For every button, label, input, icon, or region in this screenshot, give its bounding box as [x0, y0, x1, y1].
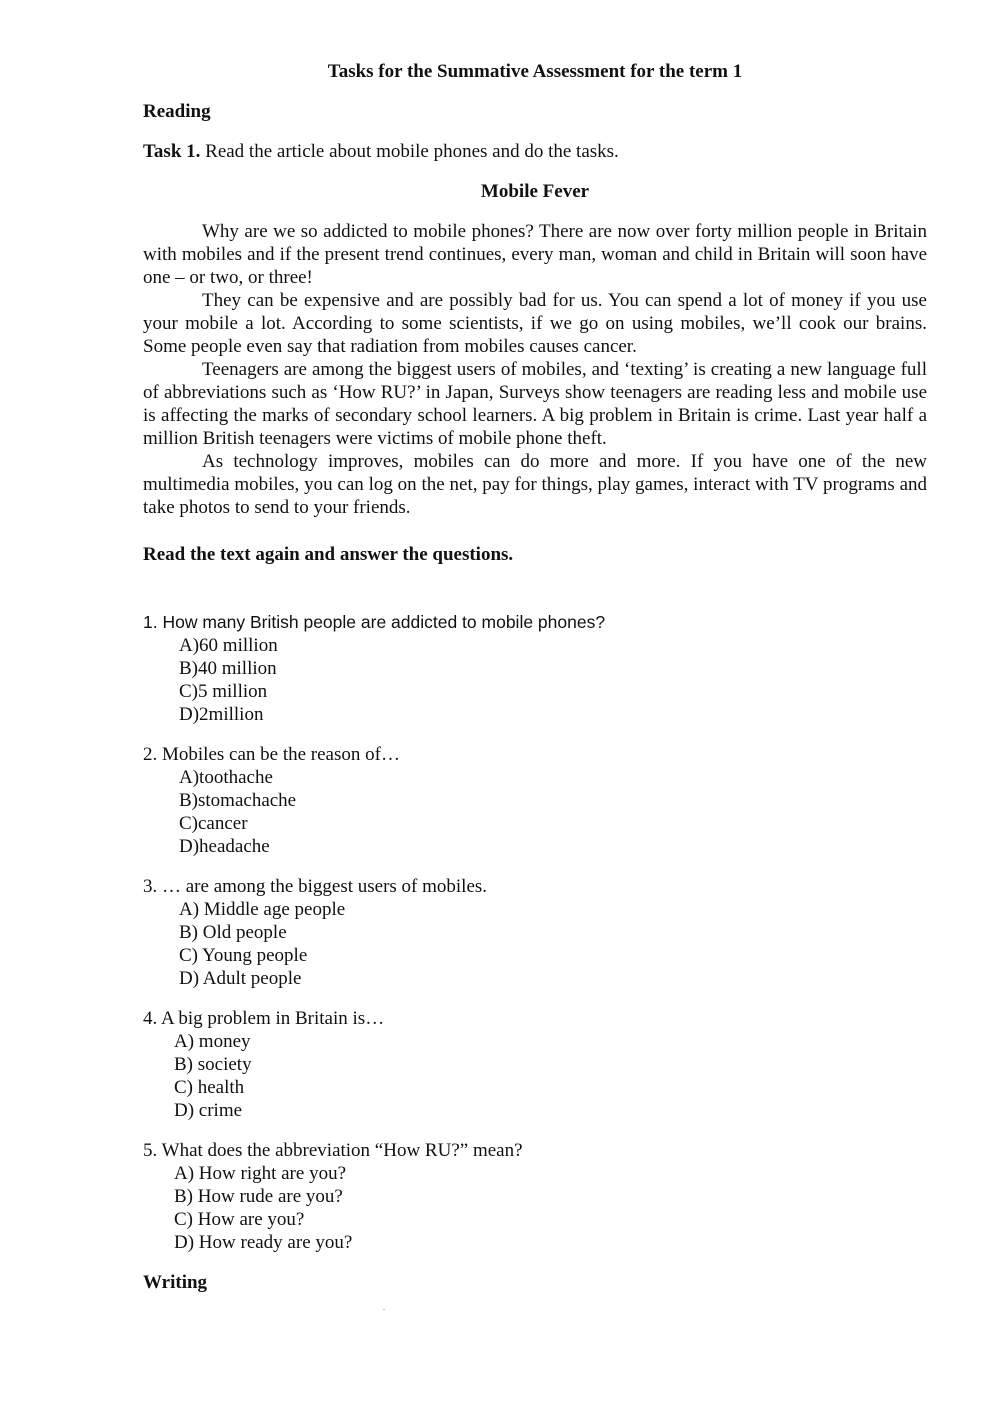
- question-2-options: [143, 766, 927, 858]
- question-2: [143, 743, 927, 858]
- stray-dot-mark: .: [383, 1303, 385, 1312]
- question-5-text: 5. What does the abbreviation “How RU?” mean?: [143, 1140, 523, 1161]
- question-4: [143, 1007, 927, 1122]
- questions-instruction: Read the text again and answer the questions.: [143, 544, 514, 565]
- question-3-option-b[interactable]: B) Old people: [179, 922, 287, 943]
- question-1-option-b[interactable]: B)40 million: [179, 658, 277, 679]
- document-page: [143, 60, 927, 1294]
- question-5-options: [143, 1162, 927, 1254]
- question-4-option-a[interactable]: A) money: [174, 1031, 251, 1052]
- question-5-option-a[interactable]: A) How right are you?: [174, 1163, 347, 1184]
- article-paragraph-4: As technology improves, mobiles can do more and more. If you have one of the new multimedia mobiles, you can log on the net, pay for things, play games, interact with TV programs and take photos to send to your friends.: [143, 451, 927, 518]
- reading-heading: Reading: [143, 101, 211, 122]
- question-2-option-d[interactable]: D)headache: [179, 836, 270, 857]
- question-2-option-b[interactable]: B)stomachache: [179, 790, 297, 811]
- question-4-options: [143, 1030, 927, 1122]
- question-5-option-c[interactable]: C) How are you?: [174, 1209, 305, 1230]
- question-3-options: [143, 898, 927, 990]
- question-2-option-a[interactable]: A)toothache: [179, 767, 273, 788]
- article-paragraph-3: Teenagers are among the biggest users of mobiles, and ‘texting’ is creating a new language full of abbreviations such as ‘How RU?’ in Japan, Surveys show teenagers are reading less and mobile use is affecting the marks of secondary school learners. A big problem in Britain is crime. Last year half a million British teenagers were victims of mobile phone theft.: [143, 359, 927, 449]
- article-body: [143, 220, 927, 519]
- question-1: [143, 611, 927, 726]
- question-4-option-b[interactable]: B) society: [174, 1054, 252, 1075]
- task-1-line: [143, 140, 927, 163]
- question-5-option-b[interactable]: B) How rude are you?: [174, 1186, 343, 1207]
- question-3: [143, 875, 927, 990]
- question-1-option-d[interactable]: D)2million: [179, 704, 264, 725]
- question-3-text: 3. … are among the biggest users of mobiles.: [143, 876, 488, 897]
- writing-heading: Writing: [143, 1272, 208, 1293]
- question-3-option-a[interactable]: A) Middle age people: [179, 899, 346, 920]
- question-5-option-d[interactable]: D) How ready are you?: [174, 1232, 353, 1253]
- task-1-text: Read the article about mobile phones and do the tasks.: [200, 141, 619, 162]
- article-title: Mobile Fever: [480, 181, 590, 202]
- article-paragraph-1: Why are we so addicted to mobile phones? There are now over forty million people in Britain with mobiles and if the present trend continues, every man, woman and child in Britain will soon have one – or two, or three!: [143, 221, 927, 288]
- question-4-text: 4. A big problem in Britain is…: [143, 1008, 385, 1029]
- question-2-text: 2. Mobiles can be the reason of…: [143, 744, 400, 765]
- question-4-option-c[interactable]: C) health: [174, 1077, 245, 1098]
- question-3-option-c[interactable]: C) Young people: [179, 945, 308, 966]
- question-3-option-d[interactable]: D) Adult people: [179, 968, 302, 989]
- question-1-option-c[interactable]: C)5 million: [179, 681, 268, 702]
- article-paragraph-2: They can be expensive and are possibly bad for us. You can spend a lot of money if you use your mobile a lot. According to some scientists, if we go on using mobiles, we’ll cook our brains. Some people even say that radiation from mobiles causes cancer.: [143, 290, 927, 357]
- question-4-option-d[interactable]: D) crime: [174, 1100, 243, 1121]
- question-1-options: [143, 634, 927, 726]
- question-5: [143, 1139, 927, 1254]
- question-1-option-a[interactable]: A)60 million: [179, 635, 278, 656]
- question-2-option-c[interactable]: C)cancer: [179, 813, 248, 834]
- document-title: Tasks for the Summative Assessment for the term 1: [327, 61, 743, 82]
- task-1-label: Task 1.: [143, 141, 201, 162]
- question-1-text: 1. How many British people are addicted to mobile phones?: [143, 612, 606, 632]
